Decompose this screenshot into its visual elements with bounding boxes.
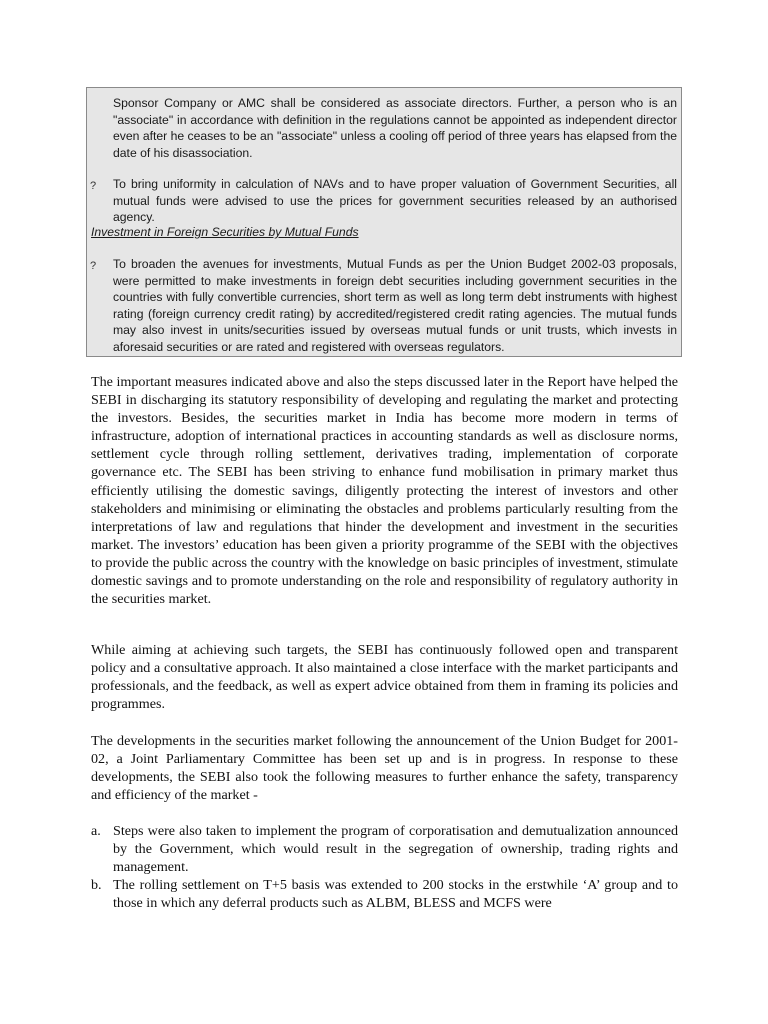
list-item-text: The rolling settlement on T+5 basis was extended to 200 stocks in the erstwhile ‘A’ group and to those in which any deferral products such as ALBM, BLESS and MCFS were	[113, 877, 678, 912]
bullet-marker: ?	[90, 260, 97, 272]
box-heading-foreign-securities: Investment in Foreign Securities by Mutual Funds	[91, 225, 359, 239]
body-paragraph-measures: The important measures indicated above and also the steps discussed later in the Report have helped the SEBI in discharging its statutory responsibility of developing and regulating the market and protecting the investors. Besides, the securities market in India has become more modern in terms of infrastructure, adoption of international practices in accounting standards as well as disclosure norms, settlement cycle through rolling settlement, derivatives trading, implementation of corporate governance etc. The SEBI has been striving to enhance fund mobilisation in primary market thus efficiently utilising the domestic savings, diligently protecting the interest of investors and other stakeholders and minimising or eliminating the obstacles and problems particularly resulting from the interpretations of law and regulations that hinder the development and investment in the securities market. The investors’ education has been given a priority programme of the SEBI with the objectives to provide the public across the country with the knowledge on basic principles of investment, stimulate domestic savings and to promote understanding on the role and responsibility of regulatory authority in the securities market.	[91, 374, 678, 608]
box-paragraph-associate-directors: Sponsor Company or AMC shall be considered as associate directors. Further, a person who is an "associate" in accordance with definition in the regulations cannot be appointed as independent director even after he ceases to be an "associate" unless a cooling off period of three years has elapsed from the date of his disassociation.	[113, 96, 677, 160]
box-paragraph-foreign-investment: To broaden the avenues for investments, Mutual Funds as per the Union Budget 2002-03 proposals, were permitted to make investments in foreign debt securities including government securities in the countries with fully convertible currencies, short term as well as long term debt instruments with highest rating (foreign currency credit rating) by accredited/registered credit rating agencies. The mutual funds may also invest in units/securities issued by overseas mutual funds or unit trusts, which invests in aforesaid securities or are rated and registered with overseas regulators.	[113, 257, 677, 354]
list-marker: b.	[91, 877, 102, 893]
body-paragraph-transparent-policy: While aiming at achieving such targets, the SEBI has continuously followed open and transparent policy and a consultative approach. It also maintained a close interface with the market participants and professionals, and the feedback, as well as expert advice obtained from them in framing its policies and programmes.	[91, 642, 678, 713]
list-item-text: Steps were also taken to implement the program of corporatisation and demutualization announced by the Government, which would result in the segregation of ownership, trading rights and management.	[113, 823, 678, 876]
box-paragraph-nav-uniformity: To bring uniformity in calculation of NAVs and to have proper valuation of Government Securities, all mutual funds were advised to use the prices for government securities released by an authorised agency.	[113, 177, 677, 225]
bullet-marker: ?	[90, 180, 97, 192]
highlight-box	[86, 87, 682, 357]
list-marker: a.	[91, 823, 101, 839]
body-paragraph-developments: The developments in the securities market following the announcement of the Union Budget for 2001-02, a Joint Parliamentary Committee has been set up and is in progress. In response to these developments, the SEBI also took the following measures to further enhance the safety, transparency and efficiency of the market -	[91, 733, 678, 804]
